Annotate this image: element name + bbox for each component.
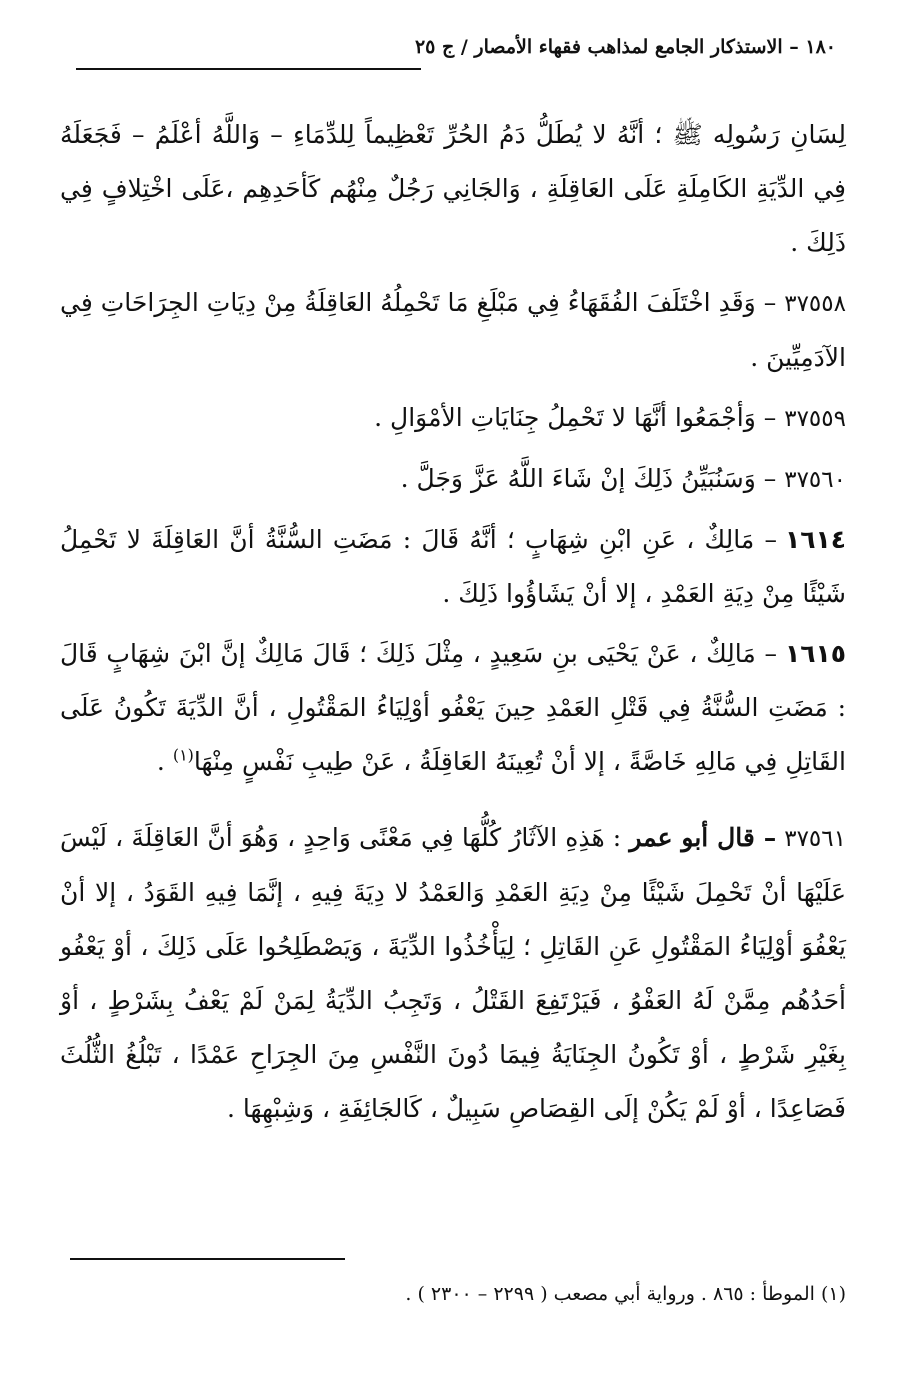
hadith-number: ١٦١٤ [784, 525, 846, 554]
paragraph-37558 [60, 276, 846, 385]
main-text [60, 108, 846, 1150]
paragraph-continuation [60, 108, 846, 270]
paragraph-text: لِسَانِ رَسُولِه ﷺ ؛ أنَّهُ لا يُطَلُّ دَمُ الحُرِّ تَعْظِيماً لِلدِّمَاءِ – وَاللَّهُ أعْلَمُ – فَجَعَلَهُ فِي الدِّيَةِ الكَامِلَةِ عَلَى العَاقِلَةِ ، وَالجَانِي رَجُلٌ مِنْهُم كَأحَدِهِم ،عَلَى اخْتِلافٍ فِي ذَلِكَ . [60, 120, 846, 257]
hadith-1614 [60, 513, 846, 621]
hadith-1615 [60, 627, 846, 789]
paragraph-37561 [60, 811, 846, 1136]
paragraph-tail: . [156, 747, 173, 776]
paragraph-text: : هَذِهِ الآثَارُ كُلُّهَا فِي مَعْنًى وَاحِدٍ ، وَهُوَ أنَّ العَاقِلَةَ ، لَيْسَ عَلَيْهَا أنْ تَحْمِلَ شَيْئًا مِنْ دِيَةِ العَمْدِ وَالعَمْدُ لا دِيَةَ فِيهِ ، إنَّمَا فِيهِ القَوَدُ ، إلا أنْ يَعْفُوَ أوْلِيَاءُ المَقْتُولِ عَنِ القَاتِلِ ؛ لِيَأْخُذُوا الدِّيَةَ ، وَيَصْطَلِحُوا عَلَى ذَلِكَ ، أوْ يَعْفُو أحَدُهُم مِمَّنْ لَهُ العَفْوُ ، فَيَرْتَفِعَ القَتْلُ ، وَتَجِبُ الدِّيَةُ لِمَنْ لَمْ يَعْفُ بِشَرْطٍ ، أوْ بِغَيْرِ شَرْطٍ ، أوْ تَكُونُ الجِنَايَةُ فِيمَا دُونَ النَّفْسِ مِنَ الجِرَاحِ عَمْدًا ، تَبْلُغُ الثُّلُثَ فَصَاعِدًا ، أوْ لَمْ يَكُنْ إلَى القِصَاصِ سَبِيلٌ ، كَالجَائِفَةِ ، وَشِبْهِهَا . [60, 823, 846, 1123]
paragraph-number: ٣٧٥٦١ [784, 826, 846, 852]
paragraph-text: – وَقَدِ اخْتَلَفَ الفُقَهَاءُ فِي مَبْلَغِ مَا تَحْمِلُهُ العَاقِلَةُ مِنْ دِيَاتِ الجِرَاحَاتِ فِي الآدَمِيِّينَ . [60, 288, 846, 372]
paragraph-number: ٣٧٥٥٩ [784, 406, 846, 432]
hadith-number: ١٦١٥ [784, 639, 846, 668]
header-rule [76, 68, 421, 70]
paragraph-text: – وَسَنُبَيِّنُ ذَلِكَ إنْ شَاءَ اللَّهُ عَزَّ وَجَلَّ . [400, 464, 777, 493]
paragraph-37560 [60, 452, 846, 507]
paragraph-37559 [60, 391, 846, 446]
paragraph-text: – وَأجْمَعُوا أنَّهَا لا تَحْمِلُ جِنَايَاتِ الأمْوَالِ . [374, 403, 777, 432]
paragraph-number: ٣٧٥٥٨ [784, 291, 846, 317]
footnote-rule [70, 1258, 345, 1260]
paragraph-text: – مَالِكٌ ، عَنِ ابْنِ شِهَابٍ ؛ أنَّهُ قَالَ : مَضَتِ السُّنَّةُ أنَّ العَاقِلَةَ لا تَحْمِلُ شَيْئًا مِنْ دِيَةِ العَمْدِ ، إلا أنْ يَشَاؤُوا ذَلِكَ . [60, 525, 846, 608]
speaker-lead: – قال أبو عمر [629, 823, 777, 852]
footnote: (١) الموطأ : ٨٦٥ . ورواية أبي مصعب ( ٢٢٩٩ – ٢٣٠٠ ) . [405, 1283, 846, 1305]
running-head: ١٨٠ – الاستذكار الجامع لمذاهب فقهاء الأمصار / ج ٢٥ [414, 36, 836, 58]
paragraph-number: ٣٧٥٦٠ [784, 467, 846, 493]
footnote-marker[interactable]: (١) [172, 745, 194, 765]
paragraph-text: – مَالِكٌ ، عَنْ يَحْيَى بنِ سَعِيدٍ ، مِثْلَ ذَلِكَ ؛ قَالَ مَالِكٌ إنَّ ابْنَ شِهَابٍ قَالَ : مَضَتِ السُّنَّةُ فِي قَتْلِ العَمْدِ حِينَ يَعْفُو أوْلِيَاءُ المَقْتُولِ ، أنَّ الدِّيَةَ تَكُونُ عَلَى القَاتِلِ فِي مَالِهِ خَاصَّةً ، إلا أنْ تُعِينَهُ العَاقِلَةُ ، عَنْ طِيبِ نَفْسٍ مِنْهَا [60, 639, 846, 776]
